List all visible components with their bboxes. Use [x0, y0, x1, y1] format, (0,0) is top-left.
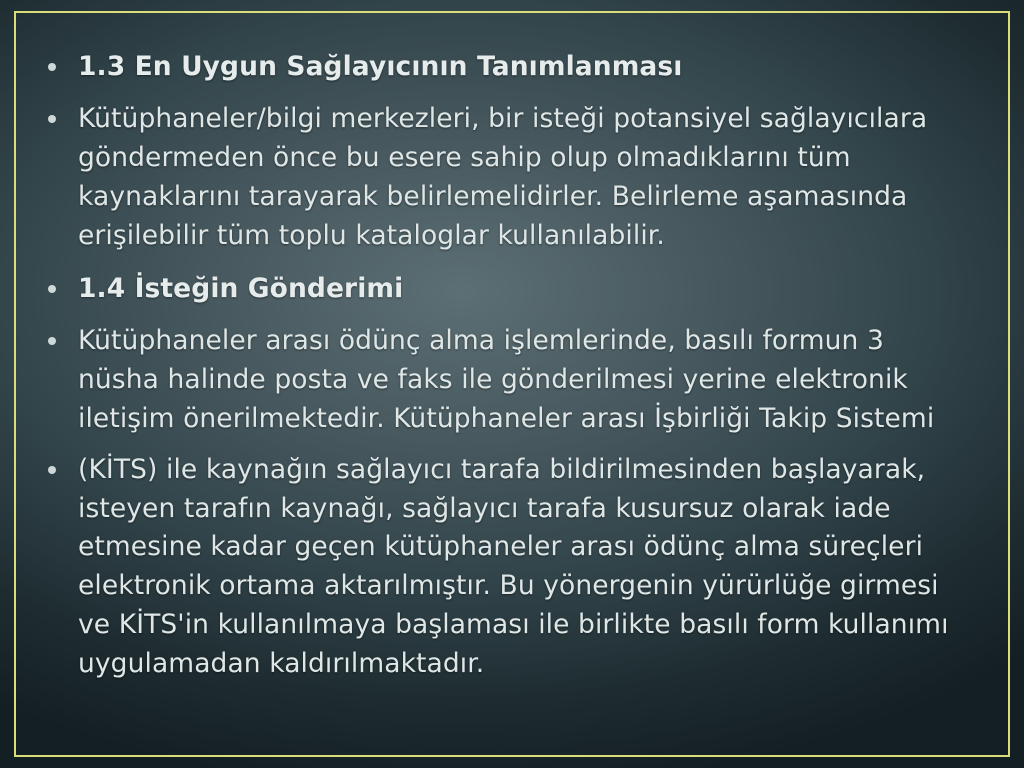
bullet-text: 1.3 En Uygun Sağlayıcının Tanımlanması	[78, 51, 683, 82]
bullet-text: (KİTS) ile kaynağın sağlayıcı tarafa bildirilmesinden başlayarak, isteyen tarafın kaynağı, sağlayıcı tarafa kusursuz olarak iade etmesine kadar geçen kütüphaneler arası ödünç alma süreçleri elektronik ortama aktarılmıştır. Bu yönergenin yürürlüğe girmesi ve KİTS'in kullanılmaya başlaması ile birlikte basılı form kullanımı uygulamadan kaldırılmaktadır.	[78, 453, 949, 680]
bullet-text: 1.4 İsteğin Gönderimi	[78, 272, 404, 304]
bullet-dot-icon	[48, 63, 56, 71]
bullet-text: Kütüphaneler/bilgi merkezleri, bir isteği potansiyel sağlayıcılara göndermeden önce bu esere sahip olup olmadıklarını tüm kaynaklarını tarayarak belirlemelidirler. Belirleme aşamasında erişilebilir tüm toplu kataloglar kullanılabilir.	[78, 102, 928, 251]
list-item	[40, 451, 970, 685]
bullet-list	[40, 48, 970, 684]
bullet-dot-icon	[48, 466, 56, 474]
list-item	[40, 100, 970, 256]
bullet-dot-icon	[48, 115, 56, 123]
bullet-dot-icon	[48, 285, 56, 293]
list-item	[40, 48, 970, 87]
bullet-text: Kütüphaneler arası ödünç alma işlemlerinde, basılı formun 3 nüsha halinde posta ve faks ile gönderilmesi yerine elektronik iletişim önerilmektedir. Kütüphaneler arası İşbirliği Takip Sistemi	[78, 324, 935, 434]
bullet-dot-icon	[48, 337, 56, 345]
list-item	[40, 322, 970, 439]
slide-content	[40, 40, 980, 728]
list-item	[40, 270, 970, 309]
